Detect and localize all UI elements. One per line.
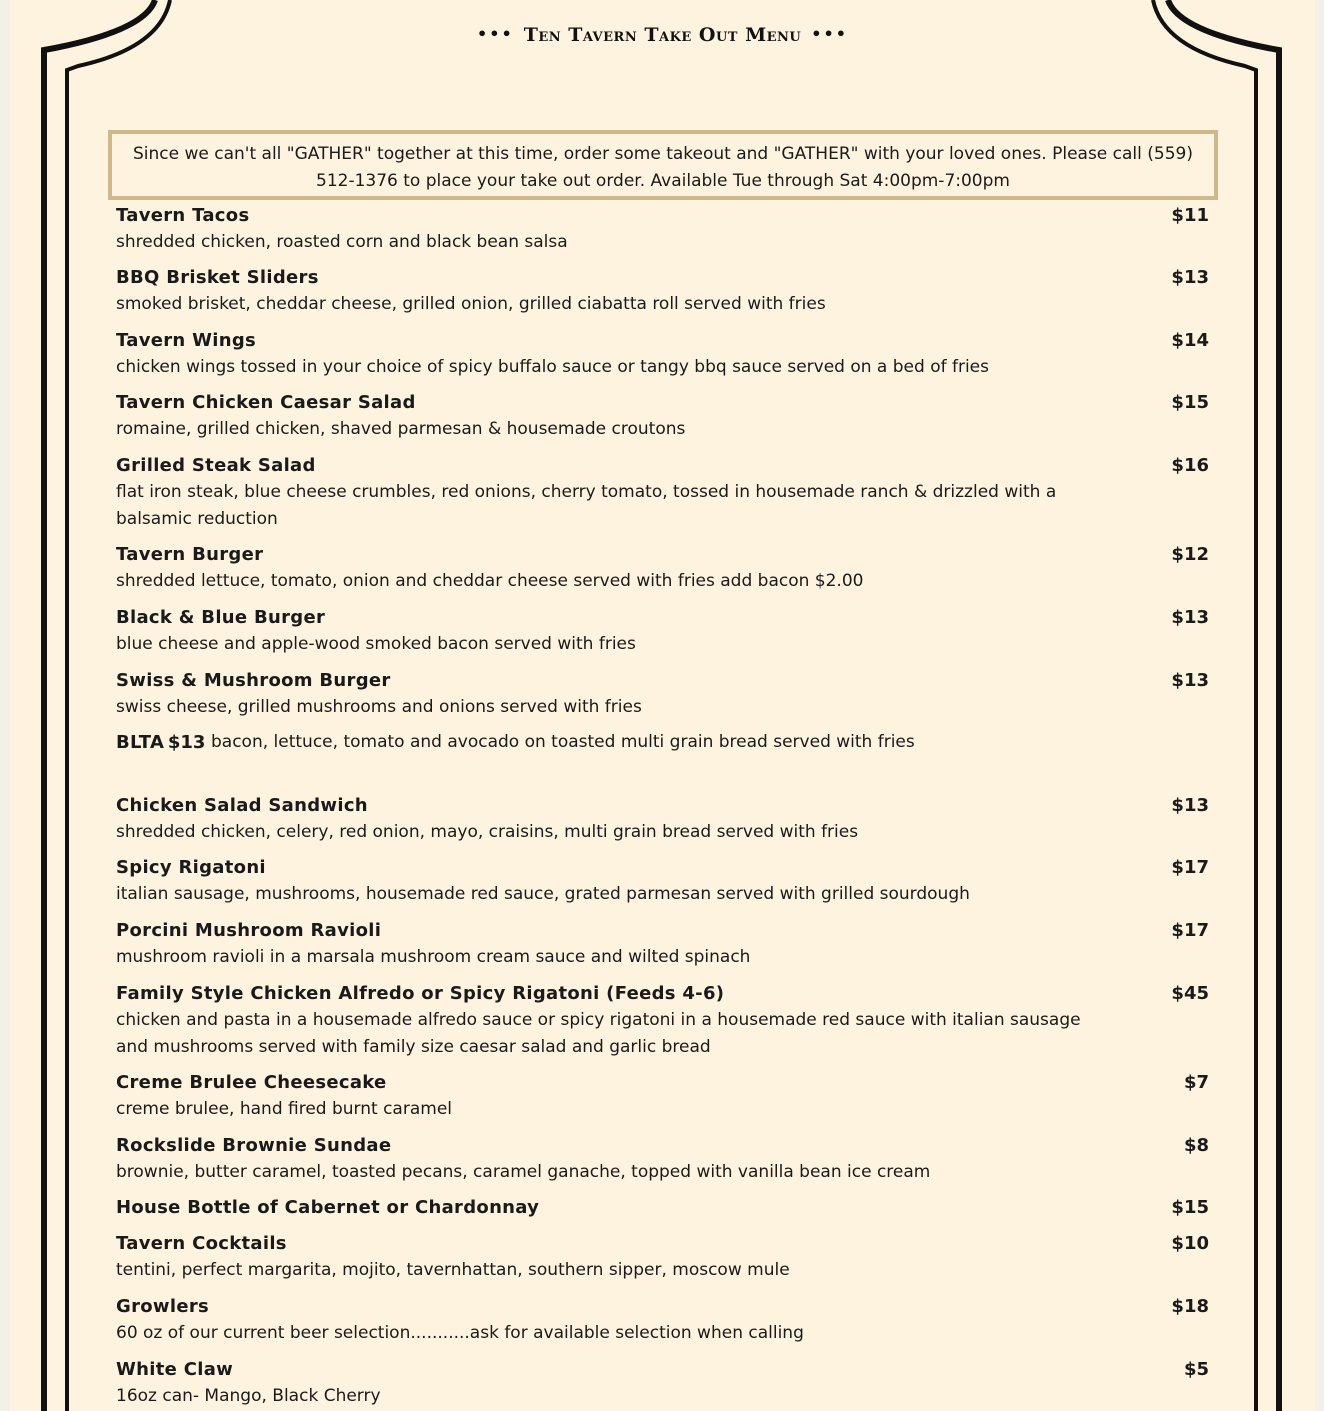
menu-item: [116, 202, 1211, 256]
menu-item-price: $13: [1171, 795, 1209, 816]
menu-item-description: swiss cheese, grilled mushrooms and onions served with fries: [116, 697, 642, 717]
menu-item-price: $5: [1183, 1359, 1209, 1380]
menu-item-description: blue cheese and apple-wood smoked bacon served with fries: [116, 634, 636, 654]
menu-item: [116, 667, 1211, 721]
menu-item-description: mushroom ravioli in a marsala mushroom cream sauce and wilted spinach: [116, 947, 751, 967]
menu-item-description: shredded chicken, roasted corn and black bean salsa: [116, 232, 568, 252]
menu-item-name: Chicken Salad Sandwich: [116, 795, 368, 816]
menu-item-price: $13: [167, 732, 206, 753]
menu-item: [116, 452, 1211, 533]
title-ornament-left: •••: [477, 24, 514, 43]
menu-item-name: Tavern Chicken Caesar Salad: [116, 392, 416, 413]
menu-item: [116, 1132, 1211, 1186]
menu-item: [116, 854, 1211, 908]
menu-item-price: $14: [1171, 330, 1209, 351]
menu-item-price: $7: [1183, 1072, 1209, 1093]
menu-item-price: $17: [1171, 857, 1209, 878]
menu-item-description: bacon, lettuce, tomato and avocado on toasted multi grain bread served with fries: [211, 732, 915, 752]
menu-item-name: Spicy Rigatoni: [116, 857, 266, 878]
menu-title: Ten Tavern Take Out Menu: [523, 24, 802, 46]
menu-item-price: $13: [1171, 607, 1209, 628]
menu-item: [116, 389, 1211, 443]
menu-item-description: chicken wings tossed in your choice of spicy buffalo sauce or tangy bbq sauce served on a bed of fries: [116, 357, 990, 377]
menu-item-price: $17: [1171, 920, 1209, 941]
menu-item-description: 16oz can- Mango, Black Cherry: [116, 1386, 381, 1406]
menu-item-price: $15: [1171, 392, 1209, 413]
menu-item-name: Tavern Cocktails: [116, 1233, 287, 1254]
menu-item-description: italian sausage, mushrooms, housemade red sauce, grated parmesan served with grilled sourdough: [116, 884, 970, 904]
takeout-notice: Since we can't all "GATHER" together at this time, order some takeout and "GATHER" with your loved ones. Please call (559) 512-1376 to place your take out order. Available Tue through Sat 4:00pm-7:00pm: [108, 130, 1218, 200]
menu-item-price: $15: [1171, 1197, 1209, 1218]
menu-item-name: Tavern Tacos: [116, 205, 250, 226]
menu-item-name: Family Style Chicken Alfredo or Spicy Rigatoni (Feeds 4-6): [116, 983, 725, 1004]
menu-item-name: House Bottle of Cabernet or Chardonnay: [116, 1197, 540, 1218]
menu-item-description: flat iron steak, blue cheese crumbles, red onions, cherry tomato, tossed in housemade ranch & drizzled with a balsamic reduction: [116, 482, 1057, 529]
menu-item: [116, 541, 1211, 595]
menu-item-description: 60 oz of our current beer selection...........ask for available selection when calling: [116, 1323, 804, 1343]
menu-item-name: Porcini Mushroom Ravioli: [116, 920, 382, 941]
menu-item: [116, 1356, 1211, 1410]
menu-item: [116, 980, 1211, 1061]
menu-item: [116, 1230, 1211, 1284]
menu-item-price: $11: [1171, 205, 1209, 226]
menu-item-description: smoked brisket, cheddar cheese, grilled onion, grilled ciabatta roll served with fries: [116, 294, 826, 314]
menu-item-description: shredded chicken, celery, red onion, mayo, craisins, multi grain bread served with fries: [116, 822, 859, 842]
menu-item-description: creme brulee, hand fired burnt caramel: [116, 1099, 452, 1119]
menu-item-price: $12: [1171, 544, 1209, 565]
menu-item-price: $13: [1171, 267, 1209, 288]
title-ornament-right: •••: [811, 24, 848, 43]
menu-item-name: Tavern Wings: [116, 330, 257, 351]
menu-item-name: White Claw: [116, 1359, 234, 1380]
menu-item: [116, 1293, 1211, 1347]
menu-item-name: Black & Blue Burger: [116, 607, 326, 628]
menu-item-price: $10: [1171, 1233, 1209, 1254]
menu-item-description: chicken and pasta in a housemade alfredo sauce or spicy rigatoni in a housemade red sauce with italian sausage and mushrooms served with family size caesar salad and garlic bread: [116, 1010, 1081, 1057]
menu-item-description: brownie, butter caramel, toasted pecans, caramel ganache, topped with vanilla bean ice cream: [116, 1162, 931, 1182]
menu-item-name: Tavern Burger: [116, 544, 264, 565]
menu-item: [116, 917, 1211, 971]
menu-item-name: Creme Brulee Cheesecake: [116, 1072, 387, 1093]
menu-item-price: $13: [1171, 670, 1209, 691]
menu-item-name: BLTA: [116, 732, 165, 753]
menu-item: [116, 1069, 1211, 1123]
menu-item-price: $16: [1171, 455, 1209, 476]
menu-item-name: Grilled Steak Salad: [116, 455, 316, 476]
menu-item-description: shredded lettuce, tomato, onion and cheddar cheese served with fries add bacon $2.00: [116, 571, 864, 591]
menu-item-description: tentini, perfect margarita, mojito, tavernhattan, southern sipper, moscow mule: [116, 1260, 790, 1280]
menu-item-description: romaine, grilled chicken, shaved parmesan & housemade croutons: [116, 419, 686, 439]
menu-title-row: [10, 24, 1315, 46]
menu-item-name: Growlers: [116, 1296, 210, 1317]
menu-item-name: Rockslide Brownie Sundae: [116, 1135, 392, 1156]
menu-item: [116, 729, 1211, 756]
menu-item: [116, 1194, 1211, 1221]
menu-item-name: BBQ Brisket Sliders: [116, 267, 319, 288]
menu-item-price: $8: [1183, 1135, 1209, 1156]
menu-item-price: $45: [1171, 983, 1209, 1004]
menu-item-name: Swiss & Mushroom Burger: [116, 670, 391, 691]
menu-item: [116, 327, 1211, 381]
menu-item: [116, 264, 1211, 318]
menu-item-price: $18: [1171, 1296, 1209, 1317]
menu-item: [116, 604, 1211, 658]
menu-item: [116, 792, 1211, 846]
menu-sheet: [10, 0, 1315, 1411]
